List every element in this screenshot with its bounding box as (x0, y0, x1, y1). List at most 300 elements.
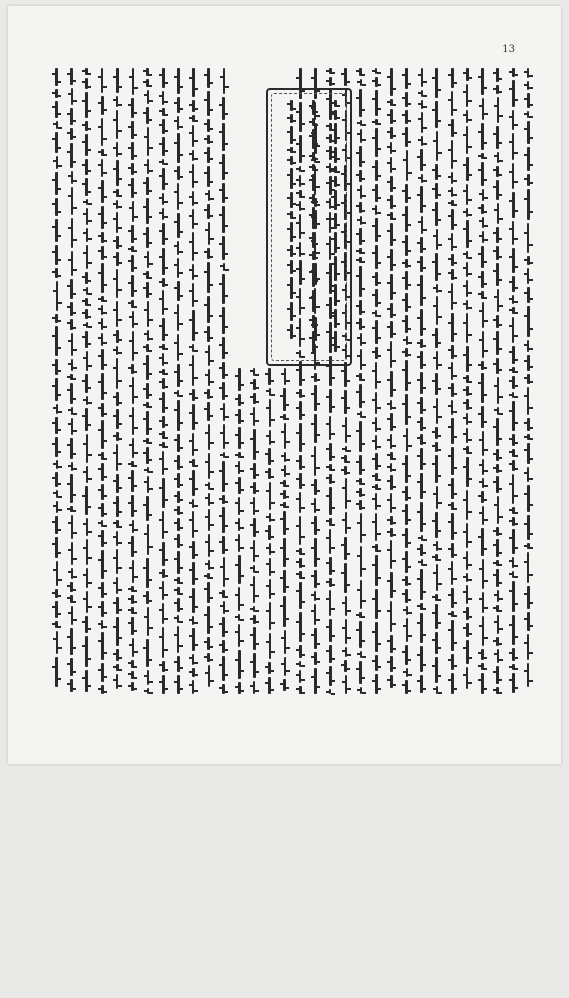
script-word (208, 534, 210, 557)
script-word (466, 490, 468, 520)
script-word (116, 496, 119, 517)
script-word (360, 185, 362, 199)
script-word (435, 604, 438, 629)
script-word (435, 183, 438, 199)
script-word (527, 552, 529, 583)
script-word (314, 628, 317, 649)
script-word (360, 687, 362, 694)
script-word (420, 309, 423, 336)
script-word (334, 213, 337, 229)
script-word (222, 362, 225, 379)
text-column-lower (233, 68, 246, 998)
script-word (527, 387, 529, 415)
script-word (329, 619, 332, 642)
script-word (406, 150, 408, 181)
script-word (71, 418, 73, 435)
script-word (512, 664, 515, 670)
script-word (207, 653, 210, 662)
script-word (253, 681, 255, 694)
script-word (253, 368, 255, 376)
script-word (131, 536, 134, 557)
script-word (390, 475, 393, 490)
script-word (132, 407, 134, 435)
script-word (70, 506, 73, 512)
script-word (85, 121, 88, 131)
script-word (314, 668, 317, 694)
script-word (420, 275, 423, 306)
script-word (375, 320, 378, 344)
script-word (207, 135, 210, 144)
script-word (496, 166, 499, 177)
script-word (55, 198, 58, 216)
script-word (299, 612, 302, 642)
script-word (116, 142, 118, 157)
script-word (359, 228, 362, 245)
script-word (390, 413, 393, 431)
script-word (253, 393, 256, 404)
script-word (177, 615, 179, 623)
script-word (101, 550, 104, 579)
script-word (147, 251, 149, 268)
script-word (238, 427, 241, 449)
script-word (435, 657, 438, 683)
script-word (329, 689, 331, 694)
script-word (329, 645, 332, 663)
script-word (131, 660, 134, 668)
script-word (162, 627, 164, 658)
script-word (70, 658, 73, 676)
script-word (222, 590, 225, 598)
script-word (177, 68, 180, 94)
script-word (147, 301, 149, 327)
script-word (131, 275, 134, 297)
script-word (222, 97, 225, 120)
script-word (131, 163, 134, 175)
script-word (405, 551, 408, 573)
script-word (375, 218, 378, 242)
script-word (375, 272, 378, 286)
script-word (435, 594, 438, 601)
script-word (86, 568, 88, 588)
script-word (192, 232, 194, 261)
script-word (268, 368, 271, 385)
script-word (116, 96, 118, 107)
script-word (162, 442, 165, 448)
script-word (223, 263, 225, 271)
script-word (451, 418, 454, 444)
script-word (55, 314, 58, 323)
script-word (101, 349, 104, 370)
script-word (466, 551, 468, 570)
script-word (329, 529, 331, 554)
script-word (512, 392, 514, 398)
script-word (421, 90, 423, 97)
script-word (497, 203, 499, 224)
script-word (390, 572, 393, 598)
script-word (451, 140, 453, 169)
script-word (390, 452, 393, 460)
script-word (116, 68, 119, 93)
script-word (451, 269, 454, 280)
script-word (162, 675, 165, 694)
script-word (512, 615, 515, 645)
script-word (497, 289, 499, 312)
script-word (314, 604, 316, 625)
script-word (208, 222, 210, 245)
script-word (162, 344, 165, 350)
script-word (290, 260, 293, 274)
script-word (466, 157, 469, 181)
script-word (162, 193, 164, 205)
script-word (451, 91, 453, 116)
script-word (451, 654, 454, 670)
script-word (131, 364, 134, 374)
script-word (55, 437, 58, 457)
script-word (101, 373, 104, 400)
script-word (435, 164, 438, 180)
script-word (55, 359, 58, 375)
script-word (101, 96, 104, 115)
script-word (390, 463, 392, 472)
script-word (55, 537, 58, 558)
script-word (329, 666, 332, 686)
script-word (177, 626, 179, 653)
script-word (481, 649, 484, 660)
script-word (207, 68, 210, 88)
script-word (390, 528, 393, 537)
script-word (345, 596, 347, 616)
text-column (430, 68, 443, 698)
script-word (207, 326, 210, 342)
script-word (375, 289, 378, 307)
script-word (390, 109, 393, 124)
script-word (253, 653, 256, 678)
script-word (375, 68, 377, 74)
script-word (299, 389, 302, 398)
script-word (116, 649, 119, 661)
script-word (192, 562, 195, 585)
script-word (435, 202, 438, 226)
script-word (482, 98, 484, 120)
script-word (146, 639, 149, 667)
script-word (207, 573, 210, 579)
script-word (162, 542, 165, 566)
script-word (70, 628, 73, 655)
script-word (131, 595, 134, 604)
script-word (85, 486, 88, 515)
page-number: 13 (502, 44, 515, 55)
script-word (390, 341, 392, 368)
script-word (375, 310, 377, 317)
script-word (146, 355, 149, 380)
script-word (132, 638, 134, 657)
script-word (85, 134, 88, 156)
script-word (85, 408, 88, 431)
script-word (208, 509, 210, 531)
script-word (421, 535, 423, 541)
script-word (192, 125, 194, 147)
script-word (435, 512, 438, 538)
script-word (238, 534, 240, 552)
script-word (131, 586, 134, 592)
script-word (146, 282, 149, 298)
script-word (269, 633, 271, 659)
script-word (329, 578, 332, 587)
script-word (101, 206, 104, 229)
script-word (512, 460, 515, 471)
script-word (375, 493, 377, 510)
script-word (466, 573, 468, 582)
script-word (375, 513, 377, 541)
script-word (496, 246, 499, 260)
script-word (268, 677, 271, 694)
script-word (238, 587, 240, 611)
script-word (329, 474, 332, 484)
script-word (116, 392, 119, 406)
script-word (420, 339, 423, 348)
script-word (101, 246, 104, 260)
script-word (238, 394, 241, 406)
script-word (146, 438, 149, 444)
script-word (466, 220, 469, 248)
script-word (101, 159, 103, 177)
script-word (359, 455, 362, 475)
script-word (344, 537, 347, 560)
script-word (146, 558, 149, 588)
script-word (390, 176, 393, 192)
script-word (345, 619, 347, 644)
script-word (527, 121, 530, 144)
script-word (512, 673, 515, 693)
script-word (177, 551, 180, 574)
script-word (101, 463, 104, 481)
script-word (420, 613, 423, 643)
script-word (451, 588, 454, 608)
script-word (360, 580, 362, 609)
script-word (421, 112, 423, 133)
script-word (56, 156, 58, 169)
script-word (222, 507, 225, 533)
script-word (238, 614, 240, 621)
script-word (177, 241, 179, 255)
script-word (359, 621, 362, 648)
script-word (116, 301, 118, 327)
script-word (420, 351, 423, 369)
script-word (177, 598, 180, 612)
script-word (481, 673, 484, 694)
script-word (359, 421, 362, 452)
script-word (466, 375, 469, 383)
script-word (71, 88, 73, 105)
script-word (481, 271, 484, 288)
script-word (527, 111, 529, 118)
script-word (344, 466, 347, 475)
script-word (86, 228, 88, 242)
script-word (312, 164, 315, 171)
script-word (496, 331, 499, 355)
script-word (375, 119, 378, 125)
script-word (162, 248, 165, 275)
script-word (312, 118, 315, 126)
script-word (334, 123, 337, 144)
script-word (527, 93, 530, 108)
script-word (420, 646, 423, 672)
script-word (223, 68, 225, 94)
script-word (162, 392, 165, 413)
script-word (420, 603, 423, 610)
script-word (269, 513, 271, 522)
script-word (482, 506, 484, 525)
script-word (192, 541, 195, 559)
script-word (222, 640, 225, 653)
script-word (329, 518, 332, 526)
script-word (253, 482, 256, 494)
script-word (299, 492, 301, 513)
script-word (406, 606, 408, 615)
script-word (436, 131, 438, 161)
script-word (405, 235, 408, 256)
script-word (512, 376, 515, 389)
script-word (238, 409, 241, 424)
script-word (344, 68, 347, 86)
script-word (390, 142, 392, 154)
script-word (482, 592, 484, 613)
text-column (385, 68, 398, 698)
script-word (512, 163, 514, 189)
script-word (177, 455, 180, 470)
script-word (359, 488, 362, 497)
script-word (162, 581, 164, 600)
script-word (101, 420, 104, 449)
script-word (131, 246, 134, 252)
script-word (375, 160, 378, 181)
script-word (334, 190, 337, 210)
script-word (283, 596, 286, 627)
script-word (312, 194, 315, 205)
script-word (496, 527, 499, 536)
script-word (192, 470, 195, 496)
script-word (269, 482, 271, 510)
script-word (71, 171, 73, 184)
script-word (71, 187, 73, 215)
script-word (177, 434, 180, 452)
script-word (283, 511, 286, 535)
script-word (207, 91, 210, 116)
script-word (527, 663, 529, 687)
script-word (55, 378, 58, 401)
script-word (131, 671, 134, 679)
script-word (208, 560, 210, 570)
script-word (405, 184, 408, 203)
script-word (527, 515, 530, 540)
script-word (283, 570, 286, 593)
script-word (71, 606, 73, 625)
script-word (101, 582, 104, 598)
script-word (71, 462, 73, 471)
script-word (375, 473, 378, 481)
script-word (101, 685, 104, 694)
script-word (162, 569, 165, 578)
script-word (421, 174, 423, 183)
script-word (527, 543, 530, 549)
script-word (435, 253, 438, 281)
text-column (491, 68, 504, 698)
script-word (55, 68, 58, 86)
script-word (177, 400, 180, 431)
script-word (85, 616, 88, 633)
script-word (436, 486, 438, 509)
script-word (101, 318, 103, 330)
script-word (85, 92, 88, 118)
script-word (299, 548, 302, 555)
script-word (466, 68, 469, 81)
script-word (390, 195, 393, 209)
script-word (405, 271, 408, 290)
script-word (132, 311, 134, 328)
script-word (390, 127, 393, 139)
script-word (496, 358, 499, 374)
script-word (56, 460, 58, 469)
script-word (527, 223, 529, 253)
script-word (71, 568, 73, 579)
script-word (55, 516, 58, 534)
script-word (222, 461, 225, 492)
script-word (314, 385, 317, 411)
script-word (116, 212, 118, 233)
script-word (390, 157, 392, 173)
script-word (299, 645, 302, 658)
script-word (482, 459, 484, 475)
script-word (71, 407, 73, 415)
script-word (527, 434, 530, 440)
script-word (527, 189, 530, 220)
script-word (375, 484, 378, 490)
script-word (55, 472, 58, 487)
script-word (482, 189, 484, 201)
script-word (290, 211, 293, 219)
script-word (116, 110, 118, 139)
script-word (85, 272, 88, 284)
script-word (177, 364, 180, 387)
script-word (420, 502, 423, 532)
script-word (253, 615, 256, 624)
script-word (284, 368, 286, 385)
script-word (527, 174, 530, 186)
script-word (359, 170, 362, 182)
script-word (207, 262, 210, 293)
script-word (85, 670, 88, 692)
script-word (207, 147, 210, 163)
script-word (290, 156, 293, 165)
script-word (405, 206, 408, 232)
script-word (512, 276, 515, 292)
script-word (497, 407, 499, 415)
script-word (334, 176, 337, 187)
script-word (360, 120, 362, 126)
script-word (405, 394, 408, 425)
script-word (481, 373, 484, 403)
text-column-lower (248, 68, 261, 998)
script-word (375, 128, 378, 157)
script-word (116, 474, 119, 493)
script-word (207, 248, 210, 259)
script-word (146, 68, 149, 76)
script-word (131, 495, 134, 517)
script-word (329, 77, 332, 86)
script-word (482, 231, 484, 243)
script-word (162, 369, 165, 375)
script-word (253, 518, 256, 537)
